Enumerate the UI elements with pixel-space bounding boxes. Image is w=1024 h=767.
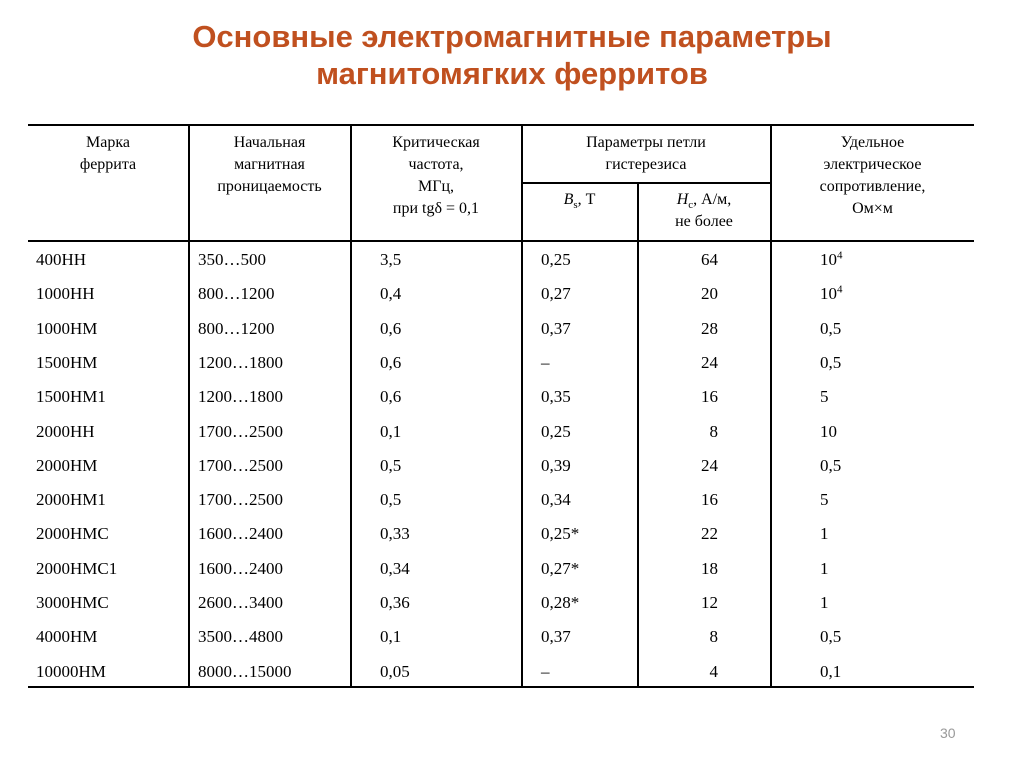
table-top-rule: [28, 124, 974, 126]
cell-hc: 16: [701, 490, 718, 509]
cell-hc: 64: [701, 250, 718, 269]
cell-frequency: 0,6: [380, 319, 402, 338]
cell-bs: 0,28*: [541, 593, 580, 612]
cell-grade: 400НН: [36, 250, 87, 269]
cell-frequency: 0,34: [380, 559, 410, 578]
cell-permeability: 1200…1800: [198, 387, 283, 406]
title-line-1: Основные электромагнитные параметры: [192, 19, 832, 54]
title-line-2: магнитомягких ферритов: [316, 56, 708, 91]
cell-grade: 1000НН: [36, 284, 95, 303]
cell-bs: 0,39: [541, 456, 571, 475]
cell-resistivity: 0,1: [820, 662, 842, 681]
header-frequency: Критическая частота, МГц, при tgδ = 0,1: [392, 134, 480, 217]
cell-permeability: 8000…15000: [198, 662, 292, 681]
cell-grade: 1500НМ: [36, 353, 98, 372]
cell-grade: 10000НМ: [36, 662, 106, 681]
cell-bs: –: [541, 353, 550, 372]
cell-bs: 0,27*: [541, 559, 580, 578]
cell-permeability: 1700…2500: [198, 490, 283, 509]
page-number: 30: [940, 725, 956, 741]
cell-bs: –: [541, 662, 550, 681]
cell-grade: 2000НМС: [36, 524, 109, 543]
cell-frequency: 0,5: [380, 490, 402, 509]
cell-frequency: 0,33: [380, 524, 410, 543]
cell-grade: 3000НМС: [36, 593, 109, 612]
cell-resistivity: 5: [820, 490, 829, 509]
cell-permeability: 1600…2400: [198, 559, 283, 578]
cell-resistivity: 1: [820, 559, 829, 578]
cell-hc: 4: [709, 662, 718, 681]
cell-frequency: 0,05: [380, 662, 410, 681]
cell-frequency: 0,1: [380, 627, 402, 646]
cell-permeability: 1600…2400: [198, 524, 283, 543]
cell-resistivity: 1: [820, 524, 829, 543]
cell-permeability: 2600…3400: [198, 593, 283, 612]
cell-resistivity: 10: [820, 422, 837, 441]
cell-frequency: 0,36: [380, 593, 410, 612]
cell-resistivity: $10^4$: [820, 283, 843, 303]
cell-bs: 0,25: [541, 422, 571, 441]
cell-resistivity: 1: [820, 593, 829, 612]
cell-bs: 0,37: [541, 627, 571, 646]
cell-grade: 1500НМ1: [36, 387, 106, 406]
cell-grade: 2000НН: [36, 422, 95, 441]
cell-hc: 24: [701, 456, 718, 475]
cell-frequency: 0,4: [380, 284, 402, 303]
cell-permeability: 800…1200: [198, 319, 275, 338]
cell-hc: 20: [701, 284, 718, 303]
cell-resistivity: 0,5: [820, 319, 842, 338]
table-bottom-rule: [28, 686, 974, 688]
cell-permeability: 1700…2500: [198, 456, 283, 475]
cell-resistivity: 0,5: [820, 627, 842, 646]
cell-hc: 22: [701, 524, 718, 543]
cell-grade: 1000НМ: [36, 319, 98, 338]
cell-resistivity: 5: [820, 387, 829, 406]
cell-grade: 2000НМ1: [36, 490, 106, 509]
cell-resistivity: $10^4$: [820, 249, 843, 269]
col-divider: [188, 124, 190, 687]
cell-hc: 24: [701, 353, 718, 372]
header-hysteresis: Параметры петли гистерезиса: [586, 134, 706, 173]
cell-bs: 0,25*: [541, 524, 580, 543]
cell-resistivity: 0,5: [820, 353, 842, 372]
cell-hc: 12: [701, 593, 718, 612]
cell-grade: 2000НМС1: [36, 559, 118, 578]
cell-permeability: 1200…1800: [198, 353, 283, 372]
col-divider: [637, 182, 639, 687]
header-resistivity: Удельное электрическое сопротивление, Ом×м: [819, 134, 926, 217]
cell-bs: 0,27: [541, 284, 571, 303]
cell-permeability: 3500…4800: [198, 627, 283, 646]
cell-hc: 8: [709, 627, 718, 646]
header-grade: Марка феррита: [79, 134, 137, 173]
cell-hc: 18: [701, 559, 718, 578]
cell-bs: 0,35: [541, 387, 571, 406]
cell-frequency: 0,6: [380, 387, 402, 406]
slide-title: [0, 18, 1024, 92]
cell-frequency: 0,6: [380, 353, 402, 372]
cell-hc: 28: [701, 319, 718, 338]
header-bottom-rule: [28, 240, 974, 242]
cell-permeability: 350…500: [198, 250, 266, 269]
cell-resistivity: 0,5: [820, 456, 842, 475]
header-hc: $H_c$, А/м, не более: [675, 191, 733, 230]
cell-grade: 2000НМ: [36, 456, 98, 475]
hysteresis-rule: [521, 182, 770, 184]
cell-bs: 0,37: [541, 319, 571, 338]
cell-permeability: 800…1200: [198, 284, 275, 303]
header-permeability: Начальная магнитная проницаемость: [217, 134, 322, 195]
header-bs: $B_s$, Т: [563, 191, 596, 212]
cell-bs: 0,34: [541, 490, 571, 509]
cell-frequency: 0,5: [380, 456, 402, 475]
cell-grade: 4000НМ: [36, 627, 98, 646]
cell-permeability: 1700…2500: [198, 422, 283, 441]
cell-bs: 0,25: [541, 250, 571, 269]
cell-frequency: 3,5: [380, 250, 402, 269]
cell-hc: 16: [701, 387, 718, 406]
cell-frequency: 0,1: [380, 422, 402, 441]
cell-hc: 8: [709, 422, 718, 441]
